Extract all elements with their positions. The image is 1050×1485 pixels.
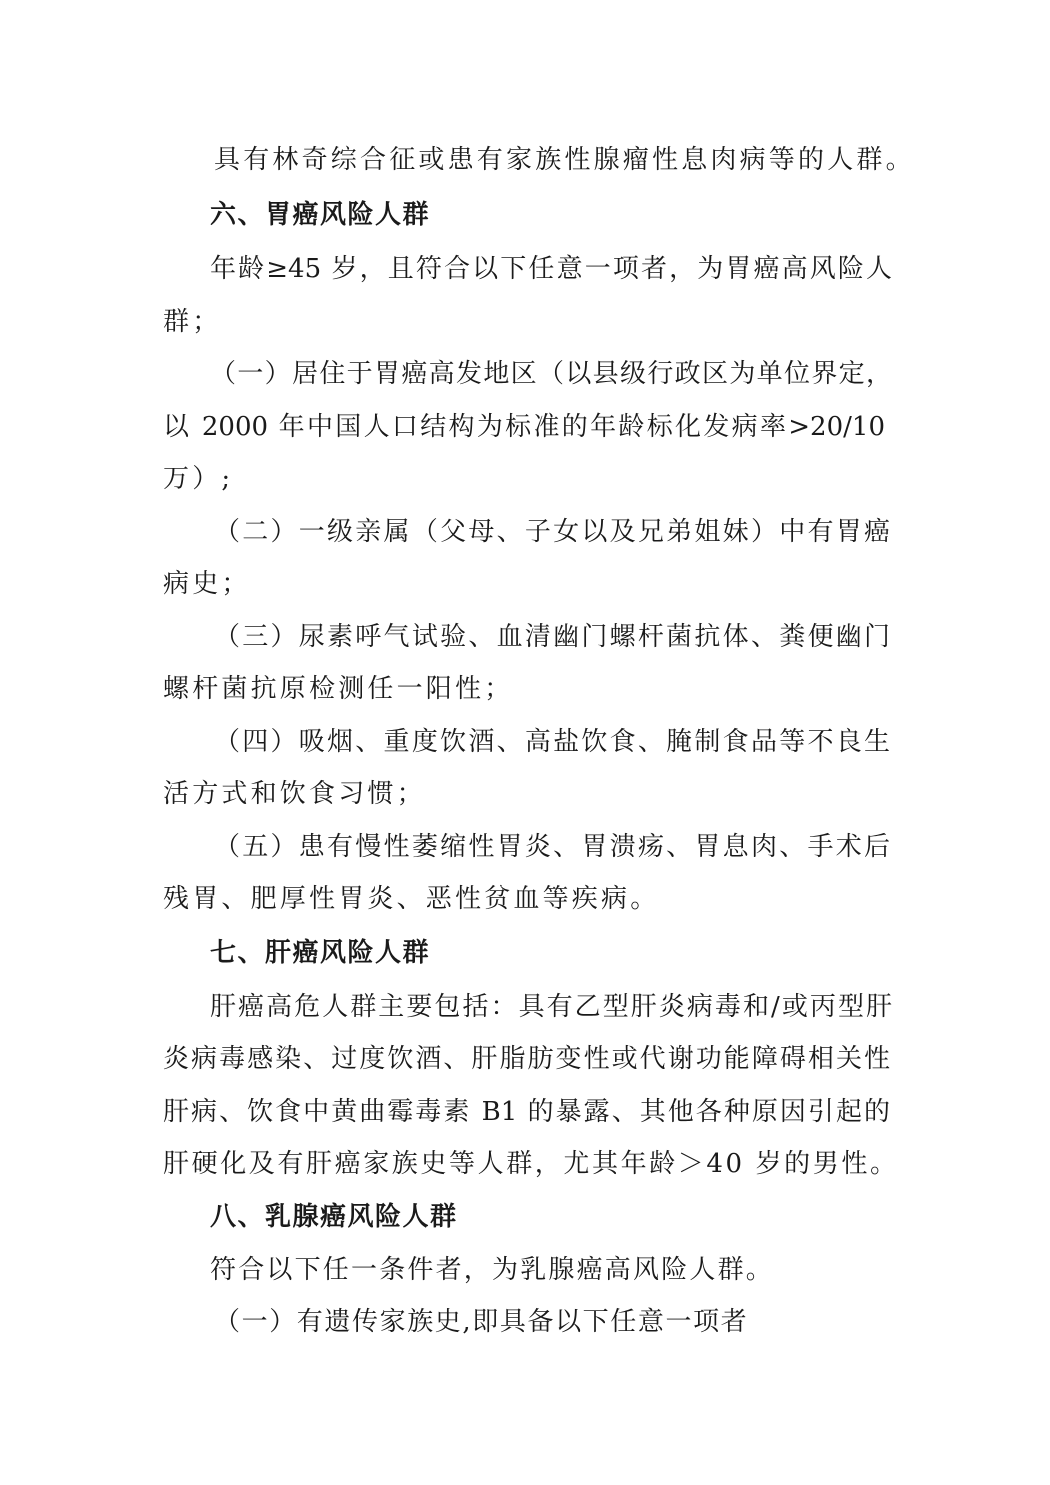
paragraph-line: 万）; [163,464,234,494]
paragraph-line: 以 2000 年中国人口结构为标准的年龄标化发病率>20/10 [163,412,885,442]
paragraph-line: 活方式和饮食习惯； [163,779,426,809]
paragraph-line: （一）居住于胃癌高发地区（以县级行政区为单位界定， [210,359,892,389]
paragraph-line: （二）一级亲属（父母、子女以及兄弟姐妹）中有胃癌 [214,517,890,547]
paragraph-line: 肝硬化及有肝癌家族史等人群，尤其年龄＞40 岁的男性。 [163,1149,899,1179]
paragraph-line: 病史； [163,569,251,599]
paragraph-line: （三）尿素呼气试验、血清幽门螺杆菌抗体、粪便幽门 [214,622,890,652]
paragraph-line: 螺杆菌抗原检测任一阳性； [163,674,514,704]
paragraph-line: 肝病、饮食中黄曲霉毒素 B1 的暴露、其他各种原因引起的 [163,1097,890,1127]
paragraph-line: 符合以下任一条件者，为乳腺癌高风险人群。 [210,1255,775,1285]
paragraph-line: （五）患有慢性萎缩性胃炎、胃溃疡、胃息肉、手术后 [214,832,890,862]
paragraph-line: （四）吸烟、重度饮酒、高盐饮食、腌制食品等不良生 [214,727,890,757]
paragraph-line: 群； [163,307,222,337]
section-heading-breast: 八、乳腺癌风险人群 [210,1202,458,1232]
paragraph-line: 炎病毒感染、过度饮酒、肝脂肪变性或代谢功能障碍相关性 [163,1044,890,1074]
paragraph-line: 肝癌高危人群主要包括：具有乙型肝炎病毒和/或丙型肝 [210,992,892,1022]
paragraph-line: 具有林奇综合征或患有家族性腺瘤性息肉病等的人群。 [214,145,915,175]
section-heading-gastric: 六、胃癌风险人群 [210,200,431,230]
paragraph-line: 残胃、肥厚性胃炎、恶性贫血等疾病。 [163,884,660,914]
paragraph-line: （一）有遗传家族史,即具备以下任意一项者 [214,1307,749,1337]
paragraph-line: 年龄≥45 岁，且符合以下任意一项者，为胃癌高风险人 [210,254,892,284]
section-heading-liver: 七、肝癌风险人群 [210,938,431,968]
